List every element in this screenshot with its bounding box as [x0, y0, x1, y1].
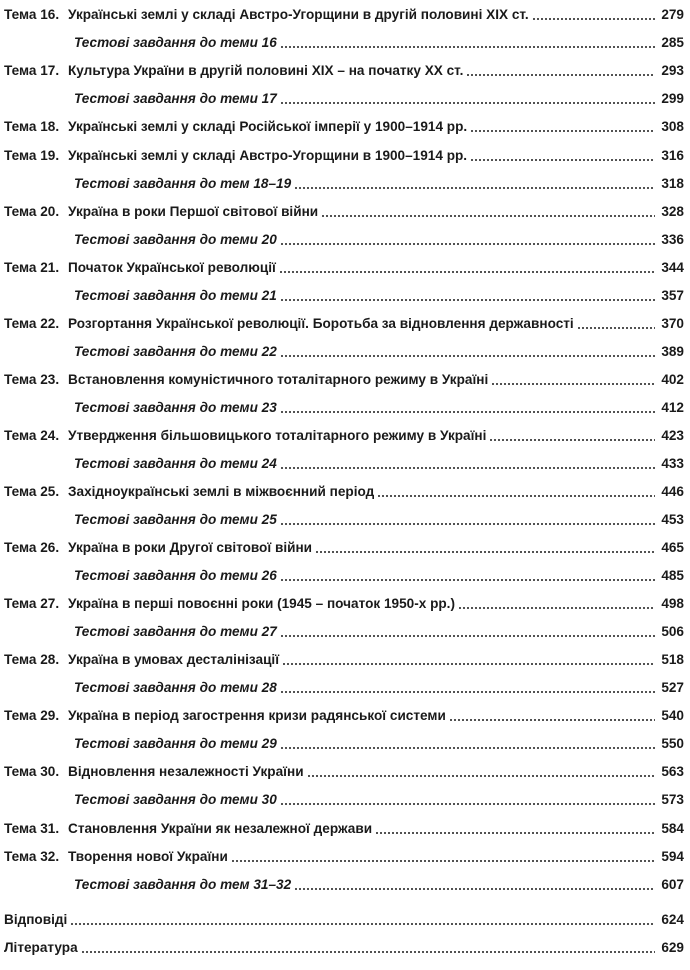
toc-test-entry — [4, 32, 684, 52]
toc-test-entry — [4, 229, 684, 249]
toc-topic-entry — [4, 649, 684, 669]
toc-test-entry — [4, 565, 684, 585]
toc-test-entry — [4, 874, 684, 894]
entry-title: Тестові завдання до теми 29 — [74, 736, 277, 751]
dot-leader — [470, 130, 655, 132]
topic-number: Тема 16. — [4, 7, 60, 22]
page-number: 563 — [661, 764, 684, 779]
page-number: 433 — [661, 456, 684, 471]
topic-number: Тема 28. — [4, 652, 60, 667]
page-number: 344 — [661, 260, 684, 275]
topic-number: Тема 20. — [4, 204, 60, 219]
entry-title: Тестові завдання до тем 31–32 — [74, 877, 292, 892]
entry-title: Тестові завдання до теми 25 — [74, 512, 277, 527]
toc-topic-entry — [4, 593, 684, 613]
page-number: 629 — [661, 940, 684, 955]
page-number: 285 — [661, 35, 684, 50]
toc-topic-entry — [4, 846, 684, 866]
entry-title: Тестові завдання до теми 28 — [74, 680, 277, 695]
entry-title: Тестові завдання до тем 18–19 — [74, 176, 292, 191]
topic-number: Тема 25. — [4, 484, 60, 499]
toc-topic-entry — [4, 425, 684, 445]
topic-number: Тема 19. — [4, 148, 60, 163]
page-number: 485 — [661, 568, 684, 583]
topic-number: Тема 30. — [4, 764, 60, 779]
page-number: 357 — [661, 288, 684, 303]
dot-leader — [577, 327, 655, 329]
toc-test-entry — [4, 173, 684, 193]
page-number: 607 — [661, 877, 684, 892]
page-number: 465 — [661, 540, 684, 555]
toc-topic-entry — [4, 818, 684, 838]
entry-title: Початок Української революції — [68, 260, 276, 275]
dot-leader — [280, 46, 655, 48]
toc-backmatter-entry — [4, 909, 684, 929]
toc-topic-entry — [4, 116, 684, 136]
entry-title: Література — [4, 940, 78, 955]
topic-number: Тема 31. — [4, 821, 60, 836]
entry-title: Утвердження більшовицького тоталітарного режиму в Україні — [68, 428, 487, 443]
dot-leader — [532, 18, 655, 20]
dot-leader — [280, 635, 655, 637]
toc-test-entry — [4, 88, 684, 108]
entry-title: Тестові завдання до теми 23 — [74, 400, 277, 415]
toc-test-entry — [4, 397, 684, 417]
page-number: 518 — [661, 652, 684, 667]
page-number: 293 — [661, 63, 684, 78]
toc-topic-entry — [4, 4, 684, 24]
topic-number: Тема 23. — [4, 372, 60, 387]
toc-topic-entry — [4, 369, 684, 389]
entry-title: Україна в період загострення кризи радянської системи — [68, 708, 446, 723]
page-number: 308 — [661, 119, 684, 134]
entry-title: Відновлення незалежності України — [68, 764, 304, 779]
entry-title: Тестові завдання до теми 24 — [74, 456, 277, 471]
entry-title: Тестові завдання до теми 20 — [74, 232, 277, 247]
toc-topic-entry — [4, 481, 684, 501]
topic-number: Тема 22. — [4, 316, 60, 331]
page-number: 506 — [661, 624, 684, 639]
page-number: 299 — [661, 91, 684, 106]
entry-title: Культура України в другій половині XIX – на початку XX ст. — [68, 63, 464, 78]
dot-leader — [280, 299, 655, 301]
dot-leader — [282, 663, 655, 665]
entry-title: Становлення України як незалежної держави — [68, 821, 373, 836]
page-number: 594 — [661, 849, 684, 864]
dot-leader — [280, 803, 655, 805]
entry-title: Відповіді — [4, 912, 68, 927]
dot-leader — [280, 411, 655, 413]
entry-title: Західноукраїнські землі в міжвоєнний період — [68, 484, 375, 499]
page-number: 389 — [661, 344, 684, 359]
dot-leader — [489, 439, 655, 441]
toc-test-entry — [4, 285, 684, 305]
page-number: 527 — [661, 680, 684, 695]
topic-number: Тема 27. — [4, 596, 60, 611]
dot-leader — [470, 159, 655, 161]
dot-leader — [280, 467, 655, 469]
dot-leader — [70, 923, 655, 925]
dot-leader — [280, 102, 655, 104]
entry-title: Тестові завдання до теми 21 — [74, 288, 277, 303]
page-number: 624 — [661, 912, 684, 927]
toc-topic-entry — [4, 537, 684, 557]
entry-title: Українські землі у складі Австро-Угорщини в другій половині XIX ст. — [68, 7, 529, 22]
dot-leader — [279, 271, 655, 273]
toc-topic-entry — [4, 60, 684, 80]
topic-number: Тема 29. — [4, 708, 60, 723]
page-number: 550 — [661, 736, 684, 751]
page-number: 412 — [661, 400, 684, 415]
page-number: 540 — [661, 708, 684, 723]
entry-title: Україна в роки Другої світової війни — [68, 540, 313, 555]
toc-test-entry — [4, 453, 684, 473]
page-number: 336 — [661, 232, 684, 247]
topic-number: Тема 17. — [4, 63, 60, 78]
entry-title: Тестові завдання до теми 17 — [74, 91, 277, 106]
page-number: 370 — [661, 316, 684, 331]
page-number: 423 — [661, 428, 684, 443]
entry-title: Тестові завдання до теми 26 — [74, 568, 277, 583]
entry-title: Розгортання Української революції. Боротьба за відновлення державності — [68, 316, 574, 331]
toc-test-entry — [4, 509, 684, 529]
page-number: 453 — [661, 512, 684, 527]
toc-topic-entry — [4, 313, 684, 333]
toc-test-entry — [4, 677, 684, 697]
dot-leader — [307, 775, 655, 777]
topic-number: Тема 21. — [4, 260, 60, 275]
topic-number: Тема 24. — [4, 428, 60, 443]
dot-leader — [377, 495, 655, 497]
dot-leader — [81, 951, 655, 953]
entry-title: Тестові завдання до теми 30 — [74, 792, 277, 807]
dot-leader — [280, 523, 655, 525]
toc-test-entry — [4, 733, 684, 753]
page-number: 446 — [661, 484, 684, 499]
toc-topic-entry — [4, 145, 684, 165]
topic-number: Тема 18. — [4, 119, 60, 134]
toc-test-entry — [4, 789, 684, 809]
toc-topic-entry — [4, 705, 684, 725]
toc-topic-entry — [4, 761, 684, 781]
toc-test-entry — [4, 621, 684, 641]
entry-title: Україна в умовах десталінізації — [68, 652, 280, 667]
page-number: 402 — [661, 372, 684, 387]
dot-leader — [491, 383, 655, 385]
entry-title: Українські землі у складі Російської імперії у 1900–1914 рр. — [68, 119, 468, 134]
page-number: 498 — [661, 596, 684, 611]
page-number: 584 — [661, 821, 684, 836]
page-number: 318 — [661, 176, 684, 191]
entry-title: Україна в перші повоєнні роки (1945 – початок 1950-х рр.) — [68, 596, 455, 611]
toc-backmatter-entry — [4, 937, 684, 957]
page-number: 573 — [661, 792, 684, 807]
dot-leader — [466, 74, 655, 76]
dot-leader — [280, 747, 655, 749]
entry-title: Україна в роки Першої світової війни — [68, 204, 319, 219]
dot-leader — [280, 691, 655, 693]
entry-title: Українські землі у складі Австро-Угорщини в 1900–1914 рр. — [68, 148, 468, 163]
topic-number: Тема 32. — [4, 849, 60, 864]
topic-number: Тема 26. — [4, 540, 60, 555]
dot-leader — [280, 579, 655, 581]
dot-leader — [458, 607, 655, 609]
dot-leader — [280, 243, 655, 245]
entry-title: Тестові завдання до теми 22 — [74, 344, 277, 359]
dot-leader — [321, 215, 655, 217]
dot-leader — [449, 719, 655, 721]
dot-leader — [280, 355, 655, 357]
toc-test-entry — [4, 341, 684, 361]
dot-leader — [294, 187, 655, 189]
entry-title: Тестові завдання до теми 27 — [74, 624, 277, 639]
dot-leader — [375, 832, 655, 834]
toc-topic-entry — [4, 201, 684, 221]
page-number: 328 — [661, 204, 684, 219]
dot-leader — [315, 551, 655, 553]
dot-leader — [231, 860, 655, 862]
dot-leader — [294, 888, 655, 890]
entry-title: Встановлення комуністичного тоталітарного режиму в Україні — [68, 372, 489, 387]
page-number: 316 — [661, 148, 684, 163]
entry-title: Творення нової України — [68, 849, 228, 864]
entry-title: Тестові завдання до теми 16 — [74, 35, 277, 50]
page-number: 279 — [661, 7, 684, 22]
toc-topic-entry — [4, 257, 684, 277]
